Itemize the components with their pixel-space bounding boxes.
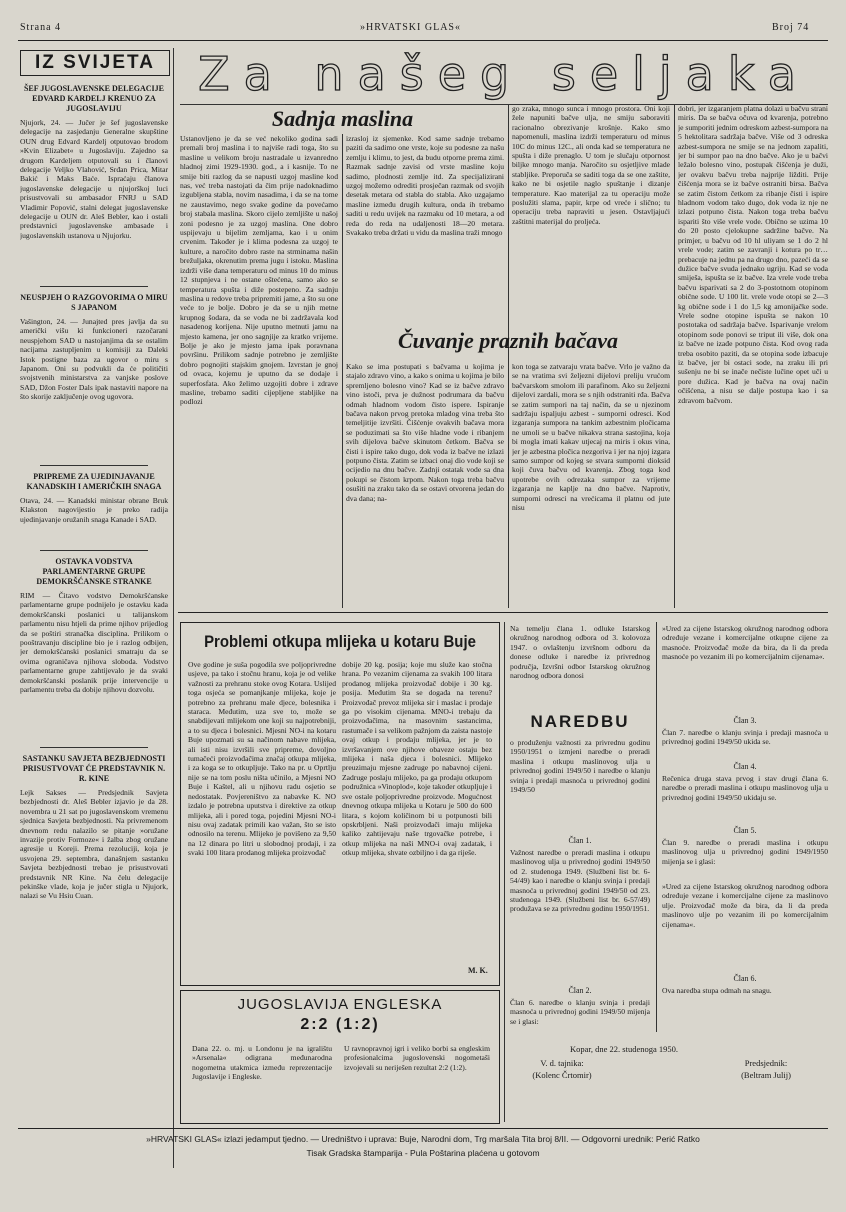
mlijeko-col2: dobije 20 kg. posija; koje mu služe kao stočna hrana. Po vezanim cijenama za svakih 100 litara prodanog mlijeka proizvođač dobije i 30 kg. posija. Međutim šta se događa na terenu? Proizvođač prevoz mlijeka sir i maslac i prodaje ga po visokim cijenama. MNO-i trebaju da proizvođačima, na masovnim sastancima, rastumače i sa velikom pažnjom da zaista nastoje ovaj otkup i prodaju mlijeka, jer je to izvršavanjem ove njihove obaveze ostaju bez mlijeka i naša djeca i bolesnici. Mlijeko preuzimaju mjesne zadruge po nabavnoj cijeni. Zadruge poslaju mlijeko, pa ga prodaju otkupom podružnica »Vinoplod«, koje također otkupljuje i sve ostale poljoprivredne proizvode. Mogućnost dnevnog otkupa mlijeka u Kotaru je 500 do 600 litara, s kojom količinom bi u potpunosti bili opskrbljeni. Naši proizvođači imaju mlijeka kaliko zahtijevaju naše trgovačke potrebe, i otkup mlijeka na naši MNO-i ovaj zadatak, i otkup mlijeka, shvate ozbiljno i da ga riješe. [342,660,492,858]
naredba-quote-1: »Ured za cijene Istarskog okružnog narodnog odbora određuje vezane i komercijalne otkupne cijene za masnoće. Proizvođač može da bira, da li da preda masnoće po vezanim ili po komercijalnim cijenama«. [662,624,828,662]
banner-title: Za našeg seljaka [198,47,810,101]
sport-col1: Dana 22. o. mj. u Londonu je na igralištu »Arsenala« odigrana međunarodna nogometna utakmica između reprezentacije Jugoslavije i Engleske. [192,1044,332,1082]
secretary-label: V. d. tajnika: [540,1058,584,1068]
article-body: Otava, 24. — Kanadski ministar obrane Bruk Klakston nagovijestio je preko radija ujedinjavanje oružanih snaga Kanade i SAD. [20,496,168,524]
bacve-col1: Kako se ima postupati s bačvama u kojima je stajalo zdravo vino, a kako s onima u kojima je bilo spremljeno bolesno vino? Kad se iz bačve zdravo vino istoči, prva je dužnost podrumara da bačvu odmah hladnom vodom čisto ispere. Ispiranje bačava nakon prvog pretoka mladog vina treba što temeljitije izvršiti. Čišćenje ovakvih bačava mora se poduzimati sa što više hladne vode i ribanjem svih dijelova bačve skinutom četkom. Bačva se čisti i ispire tako dugo, dok voda iz bačve ne izlazi potpuno čista. Zatim se izbaci onaj dio vode koji se ocijedio na dnu bačve. Zadnji ostatak vode sa dna pokupi se čistom krpom. Nakon toga treba bačvu osušiti na zraku tako da se ostavi otvorena jedan do dva dana; na- [346,362,504,503]
article-body: Lejk Sakses — Predsjednik Savjeta bezbjednosti dr. Aleš Bebler izjavio je da 28. novembra u 21 sat po jugoslavenskom vremenu sjednica Savjeta bezbjednosti. Na privremenom dnevnom redu nalazilo se pitanje »oružane invazije protiv Formoze« i žalba zbog oružane agresije u Koreji. Prema rezoluciji, koja je usvojena 29. septembra, današnjem sastanku Savjeta bezbjednosti trebao je prisustvovati predstavnik NR Kine. Na čelu delegacije pekinške vlade, koja je jučer stigla u Njujork, nalazi se Vu Hsiu Cuan. [20,788,168,901]
issue-number: Broj 74 [772,22,810,33]
footer-line-2: Tisak Gradska štamparija - Pula Poštarina plaćena u gotovom [306,1148,540,1158]
mlijeko-signature: M. K. [468,966,488,975]
bacve-col2: kon toga se zatvaraju vrata bačve. Vrlo je važno da se na vratima svi željezni dijelovi preliju vrućom bačvarskom smolom ili parafinom. Ako su željezni dijelovi zardali, mora se s njih odstraniti rđa. Bačva se zatim sumpori na taj način, da se u njezinom sadržaju ispaljuju azbest - sumporni odresci. Kod izgaranja sumpora na tankim azbestnim pločicama ne umoli se u bačve nikakva strana sastojina, koja bi mogla imati kakav utjecaj na miris i okus vina, jer je azbestna pločica nezgoriva i jer na njoj izgara samo sumpor od kojeg se stvara sumporni dioksid koji čuva bačvu od kvarenja. Zbog toga kod upotrebe ovih odrezaka sumpor za vrijeme izgaranja ne kaplje na dno bačve. Naprotiv, sumporni odresci na vrećicama il platnu od jute nisu [512,362,670,513]
clan1-head: Član 1. [568,836,592,845]
clan1-text: Važnost naredbe o preradi maslina i otkupu maslinovog ulja u privrednoj godini 1949/50 od 2. studenoga 1949. (Službeni list br. 6-54/49) kao i naredbe o klanju svinja i predaji masnoća u privrednoj godini 1949/50 od 23. studenoga 1949. (Službeni list br. 6-57/49) produžava se za privrednu godinu 1950/1951. [510,848,650,914]
banner [180,46,828,105]
article-title: OSTAVKA VODSTVA PARLAMENTARNE GRUPE DEMOKRŠĆANSKE STRANKE [36,557,152,586]
secretary-name: (Kolenc Črtomir) [532,1070,592,1080]
clan2-head: Član 2. [568,986,592,995]
clan4-head: Član 4. [733,762,757,771]
maslina-title: Sadnja maslina [271,106,414,131]
article-body: RIM — Čitavo vodstvo Demokršćanske parlamentarne grupe podnijelo je ostavku kada demokršćanski poslanici u talijanskom parlamentu nisu htjeli da prime njihov prijedlog da se poštiri stranačka disciplina. Prilikom o pooštravanju discipline bio je i razlog odbijen, jer demokršćanski poslanici smatraju da se ovima ograničava njihova sloboda. Vodstvo parlamentarne grupe zahtijevalo je da svaki demokršćanski poslanik prije intervencije u parlamentu treba da dobije njihovu dozvolu. [20,591,168,695]
clan3-text: Član 7. naredbe o klanju svinja i predaji masnoća u privrednoj godini 1949/50 ukida se. [662,728,828,747]
left-column [20,82,168,1212]
paper-name: »HRVATSKI GLAS« [360,22,461,33]
maslina-col2: izrasloj iz sjemenke. Kod same sadnje trebamo paziti da sadimo one vrste, koje su podesne za našu zemlju i klimu, to jest, da budu otporne prema zimi. Razmak sadnje zavisi od vrste masline koju sadimo, plodnosti zemlje itd. Za specijalizirani uzgoj možemo odrediti prosječan razmak od svojih desetak metara od stabla do stabla. Ako uzgajamo masline između drugih kultura, onda ih trebamo saditi u redu uvijek na razmaku od 10 metara, a od reda do reda na udaljenosti 18—20 metara. Svakako treba držati u vidu da maslina traži mnogo [346,134,504,238]
mlijeko-title: Problemi otkupa mlijeka u kotaru Buje [204,632,476,651]
president-label: Predsjednik: [744,1058,788,1068]
clan2-text: Član 6. naredbe o klanju svinja i predaji masnoća u privrednoj godini 1949/50 mijenja se i glasi: [510,998,650,1026]
president-name: (Beltram Julij) [741,1070,791,1080]
mlijeko-col1: Ove godine je suša pogodila sve poljoprivredne usjeve, pa tako i stočnu hranu, koja je od velike važnosti za prehranu stoke ovog Kotara. Uslijed toga osjeća se pomanjkanje mlijeka, koje je potrebno za prehranu male djece, bolesnika i staraca. Međutim, uza sve to, može se snabdijevati mlijekom one koji su najpotrebniji, a to su djeca i bolesnici. Mjesni NO-i na kotaru Buje upozmati su sa načinom nabave mlijeka, ali isti nisu izvršili sve pripreme, dovoljno tumačeći proizvođačima značaj otkupa mlijeka, i za koga se to otkupljuje. Tako na pr. u Oprtlju nije se na tom poslu ništa učinilo, a Mjesni NO Buje i Kaštel, ali u njihovu radu osjetio se nedostatak. Povjereništvo za nabavke K. NO izdalo je potrebna uputstva i direktive za otkup mlijeka, ali i pored toga, pojedini Mjesni NO-i nisu ovaj zadatak primili kao važan, što se isto odnosilo na terenu. Mlijeko je povišeno za 9,50 na 12 dinara po litri u slobodnoj prodaji, i za svaki 100 litara prodanog mlijeka proizvođač [188,660,336,858]
naredba-title: NAREDBU [530,712,630,731]
clan5-quote: »Ured za cijene Istarskog okružnog narodnog odbora određuje vezane i komercijalne cijene za maslinovo ulje. Proizvođač može da bira, da li da preda maslinovo ulje po vezanim ili po komercijalnim cijenama«. [662,882,828,929]
bacve-col3: dobri, jer izgaranjem platna dolazi u bačvu strani miris. Da se bačva očuva od kvarenja, potrebno je sumporiti jednim odreskom azbest-sumpora na 5 hektolitara sadržaja bačve. Više od 3 odreska azbest-sumpora ne smije se na jednom zapaliti, jer bi sumpor pao na dno bačve. Ako je u bačvi ležalo bolesno vino, postupak čišćenja je duži, jer ovakvu bačvu treba najprije ližditi. Prije čišćenja mora se iz bačve ostraniti birsa. Bačva se zatim čistom četkom za ribanje čisti i ispire hladnom vodom tako dugo, dok voda iz nje ne izlazi potpuno čista. Nakon toga treba bačvu ispariti što više vrele vode. Obično se uzima 10 do 20 posto cjelokupne sadržine bačve. Na primjer, u bačvu od 10 hl uliyam se 1 do 2 hl vrele vode; zatim se zavranji i kotura po tr… prebacuje na jednu pa na drugo dno, pazeći da se dužice bačve svuda jednako ugriju. Kad se voda smiješa, ispušta se iz bačve. Iza vrele vode treba bačvu isparivati sa 2 do 3-postotnom otopinom obične sode. U 100 lit. vrele vode otopi se 2—3 kg obične sode i 1 do 1,5 kg amonijačke sode. Vrele sodne otopine ispušta se nakon 10 postotaka od sadržaja bačve. Isparivanje vrelom otopinom sode ponovi se triput ili više, dok ona iz bačve ne izađe potpuno čista. Kod ovog rada treba osobito paziti, da se otopina sode izbacuje iz bačve, jer bi ostaci sode, na zraku ili pri sušenju ne bi se inače nečiste lučine opet uči u pore dužica. Kad je bačva na ovaj način očišćena, a nisu se dalje postupa kao i sa zdravom bačvom. [678,104,828,405]
article-title: SASTANKU SAVJETA BEZBJEDNOSTI PRISUSTVOVAT ĆE PREDSTAVNIK N. R. KINE [22,754,166,783]
clan6-head: Član 6. [733,974,757,983]
article-title: ŠEF JUGOSLAVENSKE DELEGACIJE EDVARD KARDELJ KRENUO ZA JUGOSLAVIJU [23,84,165,113]
footer-line-1: »HRVATSKI GLAS« izlazi jedamput tjedno. — Uredništvo i uprava: Buje, Narodni dom, Trg maršala Tita broj 8/II. — Odgovorni urednik: Perić Ratko [146,1134,700,1144]
naredba-date: Kopar, dne 22. studenoga 1950. [570,1044,679,1054]
clan5-text: Član 9. naredbe o preradi maslina i otkupu maslinovog ulja u privrednoj godini 1949/1950 mijenja se i glasi: [662,838,828,866]
clan3-head: Član 3. [733,716,757,725]
article-body: Njujork, 24. — Jučer je šef jugoslavenske delegacije na zasjedanju Generalne skupštine OUN drug Edvard Kardelj otputovao brodom »Kvin Elizabet« u Jugoslaviju. Zajedno sa drugom Kardeljem otputovali su i članovi delegacije Veljko Vlahović, Srđan Prica, Mitar Bakić i Maks Baće. Ispraćaju članova jugoslavenske delegacije u njujorškoj luci prisustvovali su ambasador FNRJ u SAD Vladimir Popović, stalni delegat jugoslavenske delegacije u OUN dr. Aleš Bebler, kao i ostali predstavnici jugoslavenske ambasade i jugoslavenskih ustanova u Njujorku. [20,118,168,240]
clan6-text: Ova naredba stupa odmah na snagu. [662,986,772,995]
naredba-subtitle: o produženju važnosti za privrednu godinu 1950/1951 o izmjeni naredbe o preradi maslina i otkupu maslinovog ulja u privrednoj godini 1949/50 i naredbe o klanju svinja i predaji masnoća u privrednoj godini 1949/50 [510,738,650,795]
sport-title: JUGOSLAVIJA ENGLESKA [237,996,443,1013]
section-title: IZ SVIJETA [35,52,155,73]
naredba-intro: Na temelju člana 1. odluke Istarskog okružnog narodnog odbora od 3. kolovoza 1947. o ovlaštenju izvršnom odboru da donese odluke i naredbe iz privrednog područja, Izvršni odbor Istarskog okružnog narodnog odbora donosi [510,624,650,681]
article-title: PRIPREME ZA UJEDINJAVANJE KANADSKIH I AMERIČKIH SNAGA [26,472,162,491]
article-body: Vašington, 24. — Junajted pres javlja da su američki višu ki funkcioneri razočarani neuspjehom SAD u nastojanjima da se ostalim nacijama zastupljenim u komisiji za Daleki Istok postigne baza za ugovor o miru s Japanom. Oni su podvukli da će političiti svojstvenih ministarstva za vanjske poslove SAD, Džon Foster Dals ipak nastaviti napore na što skorije zaključenje ovog ugovora. [20,317,168,402]
clan5-head: Član 5. [733,826,757,835]
bacve-title: Čuvanje praznih bačava [397,328,619,353]
clan4-text: Rečenica druga stava prvog i stav drugi člana 6. naredbe o preradi maslina i otkupu maslinovog ulja u privrednoj godini 1949/50 ukidaju se. [662,774,828,802]
page-label: Strana 4 [20,22,62,33]
maslina-col1: Ustanovljeno je da se već nekoliko godina sadi premali broj maslina i to najviše radi toga, što su masline u velikom broju nastradale u izvanredno hladnoj zimi 1929-1930. god., a i kasnije. To ne smije biti razlog da se napusti uzgoj masline kod nas, već treba nastojati da čim prije nadoknadimo izgubljena stabla, novim nasadima, i da se na tome ne zaustavimo, nego svake godine da povećamo broj stabala maslina. Skoro cijelo zemljište u našoj zoni podesno je za uzgoj maslina. One dobro uspijevaju u bijelim zemljama, kao i u onim crvenim. Također je i klima podesna za uzgoj te kulture, a naročito dobro raste na strminama našin brežuljaka, okrenutim prema jugu i istoku. Maslina izdrži više dana temperaturu od minus 10 do minus 12 stupnjeva i ne ostane oštećena, samo ako se temperatura spušta i diže postepeno. Za sadnju maslina u redove treba pripremiti jame, a što su one veće to je bolje. Dobro je da se u njih metne krupnog šodara, da se voda ne bi zadržavala kod nasadenog korijena. Nije uputno metnuti jamu na mjesto kamena, jer ono sagnjije za kratko vrijeme. Bolje je ako je mjesto jama ipak poravnana površinu. Prilikom sadnje potrebno je zemljište dobro pognojiti stajskim gnojem. Izvrstan je gnoj od ovaca, kojemu je uputno da se dodaje i superfosfata. Ako želimo uzgojiti dobre i zdrave masline, trebamo saditi cijepljene stabljike na podlozi [180,134,338,407]
sport-col2: U ravnopravnoj igri i veliko borbi sa engleskim profesionalcima jugoslovenski nogometaši izvojevali su neriješen rezultat 2:2 (1:2). [344,1044,490,1072]
section-title-box [20,50,170,76]
article-title: NEUSPJEH O RAZGOVORIMA O MIRU S JAPANOM [20,293,168,312]
sport-score: 2:2 (1:2) [300,1016,380,1033]
maslina-col3: go zraka, mnogo sunca i mnogo prostora. Oni koji žele napuniti bačve ulja, ne smiju saboraviti racionalno obrezivanje krošnje. Kako smo napomenuli, maslina izdrži temperaturu od minus 10C do minus 12C., ali onda kad se temperatura ne spušta i diže prenaglo. U tom je slučaju otpornost biljke mnogo manja. Naročito su osjetljive mlade stabljike. Preporuča se saditi toga da se one zaštite, kako ne bi osjetile naglo spuštanje i dizanje temperature. Kao materijal za tu operaciju može poslužiti slama, papir, krpe od vreće i slično; tu operaciju treba napraviti u jesen. Ostavljajući zaštitni materijal do proljeća. [512,104,670,226]
